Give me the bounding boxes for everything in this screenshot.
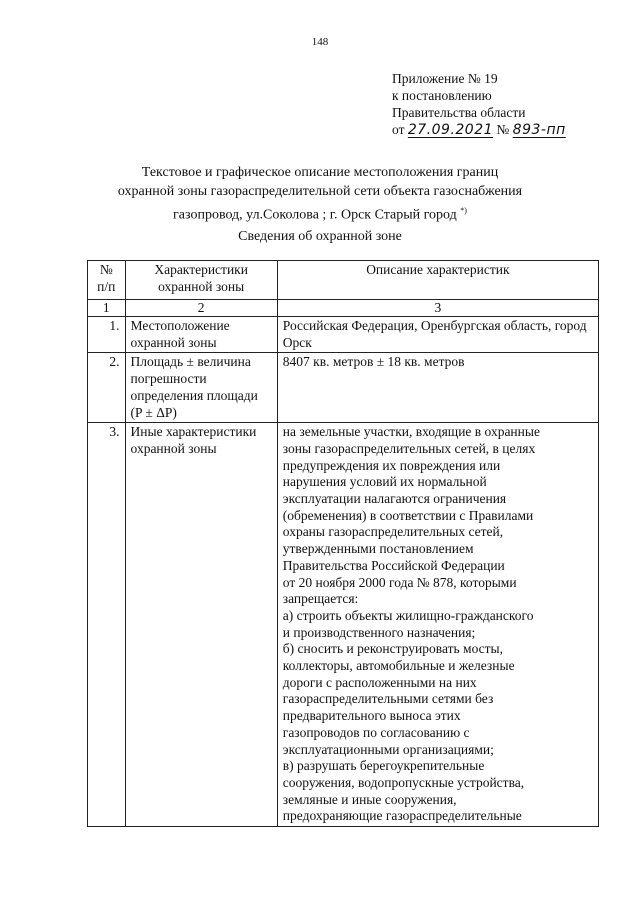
document-title <box>90 163 550 225</box>
row-num: 2. <box>88 353 126 423</box>
title-line-3 <box>90 201 550 225</box>
handwritten-number: 893-пп <box>512 122 566 138</box>
appendix-line-government: Правительства области <box>392 105 526 120</box>
title-line-3-text: газопровод, ул.Соколова ; г. Орск Старый город <box>173 207 457 223</box>
row-num: 3. <box>88 423 126 827</box>
table-row <box>88 353 599 423</box>
header-description: Описание характеристик <box>277 261 598 300</box>
row-characteristic: Площадь ± величина погрешности определения площади (P ± ΔP) <box>125 353 277 423</box>
number-prefix: № <box>496 122 510 137</box>
row-characteristic: Иные характеристики охранной зоны <box>125 423 277 827</box>
row-characteristic: Местоположение охранной зоны <box>125 317 277 353</box>
column-number: 2 <box>125 300 277 317</box>
protection-zone-table <box>87 260 599 827</box>
section-subtitle: Сведения об охранной зоне <box>238 229 402 244</box>
appendix-line-decree: к постановлению <box>392 88 492 103</box>
footnote-mark: *) <box>460 206 467 215</box>
appendix-date-line <box>392 121 566 139</box>
header-num: № п/п <box>88 261 126 300</box>
row-num: 1. <box>88 317 126 353</box>
title-line-2: охранной зоны газораспределительной сети объекта газоснабжения <box>117 184 523 199</box>
header-characteristics: Характеристики охранной зоны <box>125 261 277 300</box>
appendix-title: Приложение № 19 <box>392 71 498 86</box>
page-number: 148 <box>311 36 329 48</box>
table-header-row <box>88 261 599 300</box>
column-number: 3 <box>277 300 598 317</box>
date-prefix: от <box>392 122 405 137</box>
row-description: 8407 кв. метров ± 18 кв. метров <box>277 353 598 423</box>
handwritten-date: 27.09.2021 <box>407 122 494 138</box>
row-description: Российская Федерация, Оренбургская область, город Орск <box>277 317 598 353</box>
row-description: на земельные участки, входящие в охранные зоны газораспределительных сетей, в целях предупреждения их повреждения или нарушения условий их нормальной эксплуатации налагаются ограничения (обременения) в соответствии с Правилами охраны газораспределительных сетей, утвержденными постановлением Правительства Российской Федерации от 20 ноября 2000 года № 878, которыми запрещается: а) строить объекты жилищно-гражданского и производственного назначения; б) сносить и реконструировать мосты, коллекторы, автомобильные и железные дороги с расположенными на них газораспределительными сетями без предварительного выноса этих газопроводов по согласованию с эксплуатационными организациями; в) разрушать берегоукрепительные сооружения, водопропускные устройства, земляные и иные сооружения, предохраняющие газораспределительные <box>277 423 598 827</box>
column-number-row <box>88 300 599 317</box>
appendix-block <box>392 70 566 139</box>
title-line-1: Текстовое и графическое описание местоположения границ <box>141 165 499 180</box>
table-row <box>88 317 599 353</box>
table-row <box>88 423 599 827</box>
column-number: 1 <box>88 300 126 317</box>
